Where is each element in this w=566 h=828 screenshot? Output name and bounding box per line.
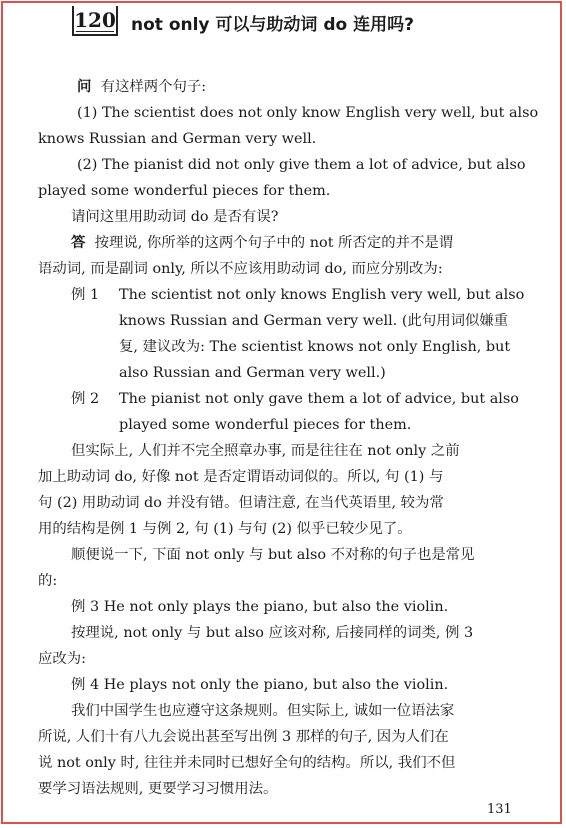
sentence-1-line-2: knows Russian and German very well. xyxy=(38,131,317,147)
sentence-2-line-1: (2) The pianist did not only give them a lot of advice, but also xyxy=(77,157,526,173)
example-2-label: 例 2 xyxy=(71,391,100,407)
page-number: 131 xyxy=(487,802,512,817)
paragraph-4-line-4: 要学习语法规则, 更要学习习惯用法。 xyxy=(38,781,278,797)
paragraph-2-line-2: 的: xyxy=(38,573,58,589)
paragraph-3-line-1: 按理说, not only 与 but also 应该对称, 后接同样的词类, 例 3 xyxy=(71,625,474,641)
answer-label: 答 xyxy=(71,235,86,251)
question-label: 问 xyxy=(77,79,92,95)
example-1-line-1: The scientist not only knows English very well, but also xyxy=(119,287,525,303)
question-ask: 请问这里用助动词 do 是否有误? xyxy=(71,209,279,225)
example-1-line-4: also Russian and German very well.) xyxy=(119,365,386,381)
example-2-line-2: played some wonderful pieces for them. xyxy=(119,417,412,433)
paragraph-2-line-1: 顺便说一下, 下面 not only 与 but also 不对称的句子也是常见 xyxy=(71,547,475,563)
example-2-line-1: The pianist not only gave them a lot of advice, but also xyxy=(119,391,519,407)
paragraph-1-line-2: 加上助动词 do, 好像 not 是否定谓语动词似的。所以, 句 (1) 与 xyxy=(38,469,444,485)
paragraph-4-line-1: 我们中国学生也应遵守这条规则。但实际上, 诚如一位语法家 xyxy=(71,703,455,719)
answer-line-2: 语动词, 而是副词 only, 所以不应该用助动词 do, 而应分别改为: xyxy=(38,261,443,277)
sentence-1-line-1: (1) The scientist does not only know English very well, but also xyxy=(77,105,539,121)
paragraph-1-line-3: 句 (2) 用助动词 do 并没有错。但请注意, 在当代英语里, 较为常 xyxy=(38,495,444,511)
paragraph-3-line-2: 应改为: xyxy=(38,651,87,667)
entry-title: not only 可以与助动词 do 连用吗? xyxy=(131,15,414,35)
example-1-label: 例 1 xyxy=(71,287,100,303)
paragraph-4-line-2: 所说, 人们十有八九会说出甚至写出例 3 那样的句子, 因为人们在 xyxy=(38,729,449,745)
example-4: 例 4 He plays not only the piano, but also the violin. xyxy=(71,677,449,693)
example-1-line-3: 复, 建议改为: The scientist knows not only English, but xyxy=(119,339,511,355)
example-1-line-2: knows Russian and German very well. (此句用词似嫌重 xyxy=(119,313,509,329)
answer-text-1: 按理说, 你所举的这两个句子中的 not 所否定的并不是谓 xyxy=(94,235,454,251)
sentence-2-line-2: played some wonderful pieces for them. xyxy=(38,183,331,199)
question-intro: 有这样两个句子: xyxy=(100,79,207,95)
entry-number: 120 xyxy=(72,6,118,36)
paragraph-1-line-4: 用的结构是例 1 与例 2, 句 (1) 与句 (2) 似乎已较少见了。 xyxy=(38,521,412,537)
example-3: 例 3 He not only plays the piano, but also the violin. xyxy=(71,599,449,615)
paragraph-1-line-1: 但实际上, 人们并不完全照章办事, 而是往往在 not only 之前 xyxy=(71,443,460,459)
question-intro-line xyxy=(77,77,206,97)
answer-line-1 xyxy=(71,233,453,253)
paragraph-4-line-3: 说 not only 时, 往往并未同时已想好全句的结构。所以, 我们不但 xyxy=(38,755,456,771)
